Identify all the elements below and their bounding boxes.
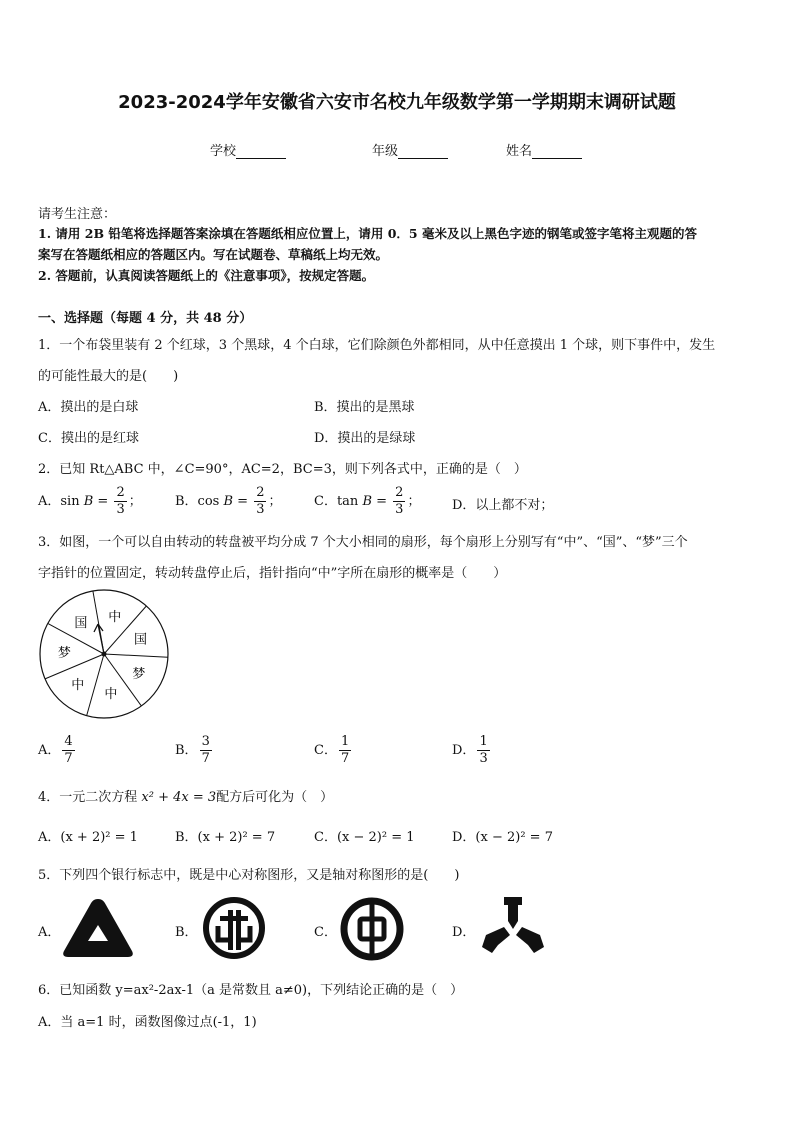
fraction-numerator: 1 [479,734,488,749]
q3-option-fraction [200,734,212,767]
q4-equation: x² + 4x = 3 [141,790,217,805]
bank-logo-c [339,896,405,962]
q2-b-semi: ； [268,494,282,509]
q3-stem-a: 3．如图，一个可以自由转动的转盘被平均分成 7 个大小相同的扇形，每个扇形上分别写有“中”、“国”、“梦”三个 [38,535,688,550]
q4-stem-post: 配方后可化为（ ） [216,790,334,805]
q1-option-c: C．摸出的是红球 [38,431,139,446]
note-1b: 案写在答题纸相应的答题区内。写在试题卷、草稿纸上均无效。 [38,247,389,262]
q2-a-fraction [114,485,126,518]
notes-header: 请考生注意： [38,207,117,222]
grade-blank [398,144,448,159]
fraction-denominator: 7 [64,751,73,766]
q4-stem-pre: 4．一元二次方程 [38,790,142,805]
q2-b-func: B．cos [175,494,224,509]
spinner-divider [104,654,168,657]
q3-option-c [314,734,353,767]
q2-b-den: 3 [256,502,265,517]
spinner-sector-label: 国 [134,632,148,648]
fraction-denominator: 3 [479,751,488,766]
q3-option-fraction [339,734,351,767]
note-2: 2. 答题前，认真阅读答题纸上的《注意事项》，按规定答题。 [38,268,375,283]
name-label: 姓名 [506,144,533,159]
q6-stem: 6．已知函数 y=ax²-2ax-1（a 是常数且 a≠0)，下列结论正确的是（ ） [38,983,464,998]
q3-option-label: C． [314,743,337,758]
q3-option-fraction [477,734,489,767]
q1-stem-b: 的可能性最大的是( ) [38,369,179,384]
fraction-denominator: 7 [340,751,350,766]
q3-option-a [38,734,77,767]
q1-option-b: B．摸出的是黑球 [314,400,415,415]
q3-option-fraction [62,734,74,767]
q5-option-a-label: A． [38,925,61,940]
q3-option-label: D． [452,743,476,758]
q4-option-d: D．(x − 2)² = 7 [452,830,553,845]
fraction-numerator: 4 [64,734,73,749]
q2-b-fraction [254,485,266,518]
spinner-sector-label: 中 [104,687,118,703]
q5-option-b-label: B． [175,925,198,940]
spinner-diagram [34,587,174,727]
note-1a: 1. 请用 2B 铅笔将选择题答案涂填在答题纸相应位置上，请用 0．5 毫米及以上黑色字迹的钢笔或签字笔将主观题的答 [38,226,697,241]
q2-a-semi: ； [128,494,142,509]
spinner-sector-label: 中 [108,609,122,625]
grade-field [372,140,448,159]
q2-option-b [175,485,282,518]
section-1-heading: 一、选择题（每题 4 分，共 48 分） [38,311,253,326]
spinner-sector-label: 梦 [57,646,71,662]
q2-a-var: B [83,494,94,509]
q2-a-func: A．sin [38,494,84,509]
q2-a-num: 2 [116,485,125,500]
q2-option-d: D．以上都不对； [452,498,554,513]
school-blank [236,144,286,159]
grade-label: 年级 [372,144,399,159]
q1-option-d: D．摸出的是绿球 [314,431,416,446]
q3-option-d [452,734,492,767]
q3-stem-b: 字指针的位置固定，转动转盘停止后，指针指向“中”字所在扇形的概率是（ ） [38,566,507,581]
page-title: 2023-2024学年安徽省六安市名校九年级数学第一学期期末调研试题 [118,92,676,113]
bank-logo-a [62,897,134,959]
q2-c-func: C．tan [314,494,363,509]
q5-option-d-label: D． [452,925,476,940]
q1-stem-a: 1．一个布袋里装有 2 个红球，3 个黑球，4 个白球，它们除颜色外都相同，从中任意摸出 1 个球，则下事件中，发生 [38,338,716,353]
spinner-sector-label: 梦 [132,666,146,682]
q2-c-den: 3 [395,502,404,517]
q2-c-eq: = [372,494,392,509]
q2-stem: 2．已知 Rt△ABC 中，∠C=90°，AC=2，BC=3，则下列各式中，正确的是（ ） [38,462,527,477]
q4-stem [38,786,333,805]
q3-option-b [175,734,214,767]
q5-option-c-label: C． [314,925,337,940]
school-label: 学校 [210,144,237,159]
q4-option-b: B．(x + 2)² = 7 [175,830,276,845]
q5-stem: 5．下列四个银行标志中，既是中心对称图形，又是轴对称图形的是( ) [38,868,460,883]
q2-option-a [38,485,142,518]
q2-c-semi: ； [407,494,421,509]
name-field [506,140,582,159]
q6-option-a: A．当 a=1 时，函数图像过点(-1，1) [38,1015,257,1030]
q2-a-eq: = [93,494,113,509]
q3-option-label: B． [175,743,198,758]
q2-b-num: 2 [256,485,265,500]
q2-b-var: B [223,494,234,509]
spinner-center-dot [102,652,107,657]
q2-c-num: 2 [395,485,404,500]
fraction-denominator: 7 [201,751,210,766]
bank-logo-d [478,895,548,959]
q4-option-a: A．(x + 2)² = 1 [38,830,138,845]
bank-logo-b [202,896,266,960]
q2-b-eq: = [233,494,253,509]
spinner-divider [45,654,104,679]
q2-c-var: B [362,494,372,509]
fraction-numerator: 3 [201,734,210,749]
q4-option-c: C．(x − 2)² = 1 [314,830,415,845]
spinner-sector-label: 国 [74,615,88,631]
fraction-numerator: 1 [340,734,350,749]
q2-a-den: 3 [116,502,125,517]
q1-option-a: A．摸出的是白球 [38,400,139,415]
q2-option-c [314,485,420,518]
name-blank [532,144,582,159]
q2-c-fraction [393,485,405,518]
spinner-divider [87,654,104,716]
spinner-sector-label: 中 [71,677,85,693]
q3-option-label: A． [38,743,61,758]
school-field [210,140,286,159]
